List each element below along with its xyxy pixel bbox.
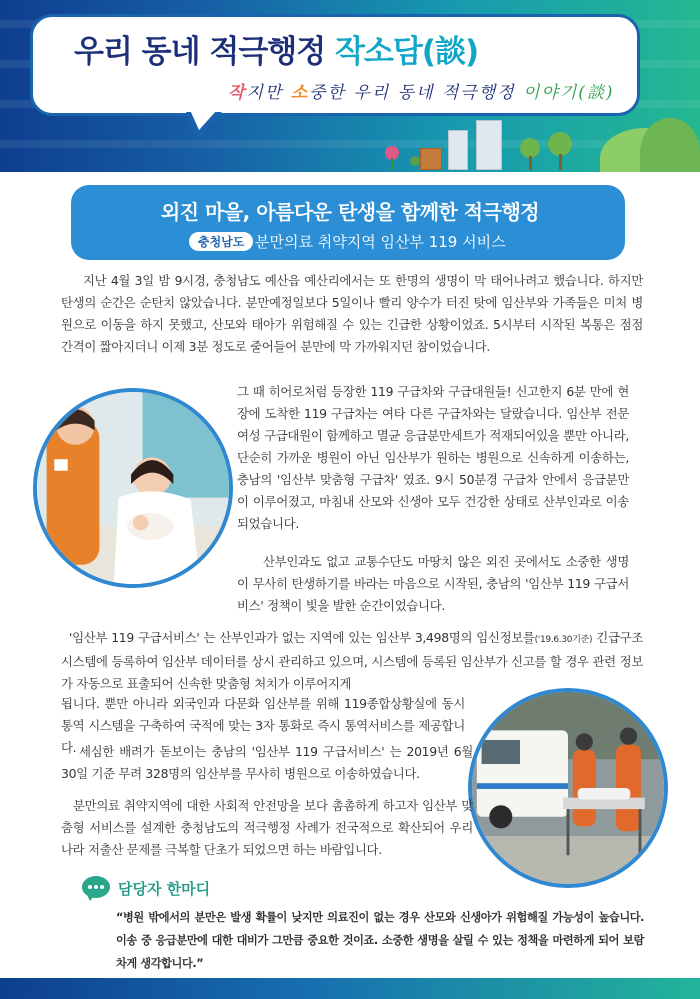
tree: [548, 132, 572, 156]
tree-trunk: [529, 156, 532, 170]
speech-bubble-tail-inner: [190, 110, 217, 130]
bush: [410, 156, 420, 166]
paragraph: 그 때 히어로처럼 등장한 119 구급차와 구급대원들! 신고한지 6분 만에 현장에 도착한 119 구급차는 여타 다른 구급차와는 달랐습니다. 임산부 전문 여성 구급대원이 함께하고 멸균 응급분만세트가 적재되어있을 뿐만 아니라, 단순히 가까운 병원이 아닌 임산부가 원하는 병원으로 신속하게 이송하는, 충남의 '임산부 맞춤형 구급차' 였죠. 9시 50분경 구급차 안에서 응급분만이 이루어졌고, 마침내 산모와 신생아 모두 건강한 상태로 산부인과로 이송되었습니다.: [237, 384, 629, 531]
paragraph-text: 긴급구조시스템에 등록하여 임산부 데이터를 상시 관리하고 있으며, 시스템에 등록된 임산부가 신고를 할 경우 관련 정보가 자동으로 표출되어 신속한 맞춤형 처치가 이루어지게: [61, 630, 643, 691]
header-stripe: [0, 140, 700, 148]
article-title: 외진 마을, 아름다운 탄생을 함께한 적극행정: [160, 200, 540, 224]
paragraph-text: '임산부 119 구급서비스' 는 산부인과가 없는 지역에 있는 임산부 3,498명의 임신정보를: [69, 630, 535, 645]
hill: [640, 118, 700, 172]
paragraph: 산부인과도 없고 교통수단도 마땅치 않은 외진 곳에서도 소중한 생명이 무사히 탄생하기를 바라는 마음으로 시작된, 충남의 '임산부 119 구급서비스' 정책이 빛을 발한 순간이었습니다.: [237, 554, 629, 613]
tree-trunk: [559, 154, 562, 170]
paragraph: 됩니다. 뿐만 아니라 외국인과 다문화 임산부를 위해 119종합상황실에 동시통역 시스템을 구축하여 국적에 맞는 3자 통화로 즉시 통역서비스를 제공합니다.: [61, 696, 465, 755]
series-title-accent: 작소담(談): [334, 34, 479, 70]
ambulance-stretcher-photo: [468, 688, 668, 888]
dot: [100, 885, 104, 889]
subtitle-part: 중한 우리 동네 적극행정: [309, 83, 523, 103]
article-subtitle: 분만의료 취약지역 임산부 119 서비스: [255, 233, 506, 251]
building: [448, 130, 468, 170]
subtitle-part: 지만: [246, 83, 291, 103]
dot: [94, 885, 98, 889]
paragraph: 지난 4월 3일 밤 9시경, 충청남도 예산읍 예산리에서는 또 한명의 생명이 막 태어나려고 했습니다. 하지만 탄생의 순간은 순탄치 않았습니다. 분만예정일보다 5일이나 빨리 양수가 터진 탓에 임산부와 가족들은 미처 병원으로 이동을 하지 못했고, 산모와 태아가 위험해질 수 있는 긴급한 상황이었죠. 5시부터 시작된 복통은 점점 간격이 짧아지더니 이제 3분 정도로 줄어들어 분만에 막 가까워지던 참이었습니다.: [61, 273, 643, 354]
subtitle-part: 작: [228, 83, 247, 103]
comment-text: “병원 밖에서의 분만은 발생 확률이 낮지만 의료진이 없는 경우 산모와 신생아가 위험해질 가능성이 높습니다. 이송 중 응급분만에 대한 대비가 그만큼 중요한 것이죠. 소중한 생명을 살릴 수 있는 정책을 마련하게 되어 보람차게 생각합니다.”: [116, 911, 644, 970]
tree: [520, 138, 540, 158]
building: [476, 120, 502, 170]
subtitle-part: 이야기(談): [522, 83, 615, 103]
dot: [88, 885, 92, 889]
comment-label: 담당자 한마디: [118, 880, 211, 898]
region-badge: 충청남도: [189, 232, 253, 251]
paragraph: 세심한 배려가 돋보이는 충남의 '임산부 119 구급서비스' 는 2019년 6월 30일 기준 무려 328명의 임산부를 무사히 병원으로 이송하였습니다.: [61, 744, 473, 781]
header-banner: [0, 0, 700, 172]
series-title: [74, 26, 478, 71]
footer-band: [0, 978, 700, 999]
series-subtitle: [228, 78, 615, 103]
rescuer-mother-baby-photo: [33, 388, 233, 588]
subtitle-part: 소: [290, 83, 310, 103]
building: [420, 148, 442, 170]
flower-stem: [391, 158, 393, 170]
paragraph: [61, 627, 643, 695]
paragraph: 분만의료 취약지역에 대한 사회적 안전망을 보다 촘촘하게 하고자 임산부 맞춤형 서비스를 설계한 충청남도의 적극행정 사례가 전국적으로 확산되어 우리나라 저출산 문제를 극복할 단초가 되었으면 하는 바람입니다.: [61, 798, 473, 857]
speech-bubble-icon-tail: [86, 893, 96, 901]
footnote: ('19.6.30기준): [534, 635, 593, 645]
series-title-main: 우리 동네 적극행정: [74, 34, 335, 70]
